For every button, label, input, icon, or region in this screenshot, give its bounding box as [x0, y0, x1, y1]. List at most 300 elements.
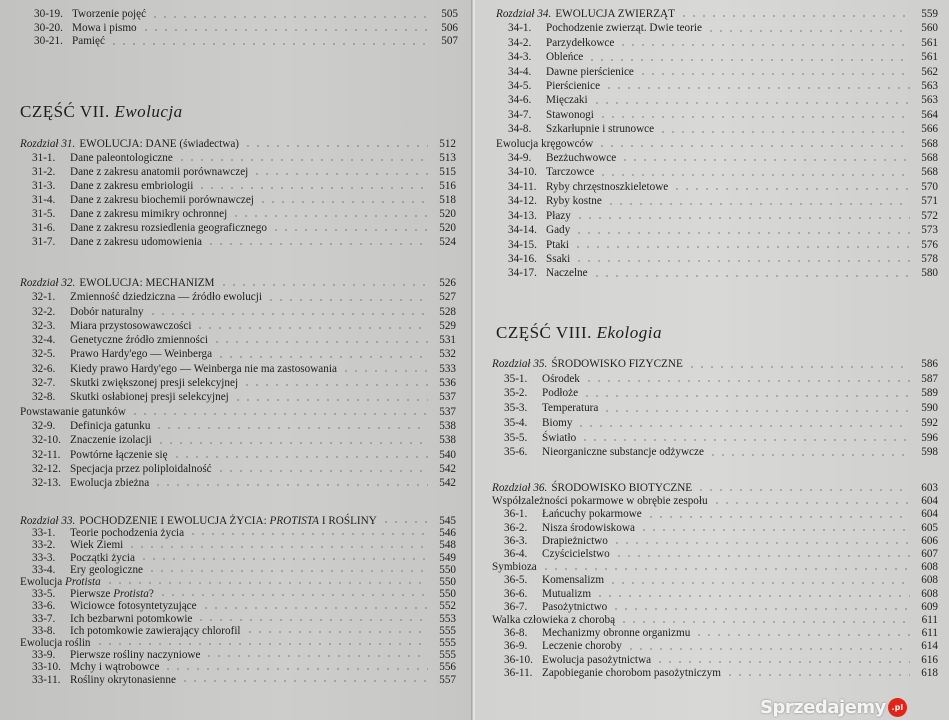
item-number: 36-3.: [504, 534, 528, 547]
toc-item-row[interactable]: [496, 93, 938, 107]
title-text: Ich bezbarwni potomkowie: [70, 612, 193, 625]
toc-item-row[interactable]: [492, 654, 938, 667]
item-number: 32-12.: [32, 462, 61, 475]
page-number: 550: [439, 576, 456, 589]
dot-leader: [266, 298, 428, 302]
toc-item-row[interactable]: [20, 419, 456, 433]
title-text: Zmienność dziedziczna — źródło ewolucji: [70, 291, 262, 304]
toc-item-row[interactable]: [492, 588, 938, 601]
title-text: Obleńce: [546, 51, 584, 64]
page-number: 546: [439, 527, 456, 540]
dot-leader: [592, 274, 910, 278]
page-number: 604: [921, 495, 938, 508]
section-30: [22, 8, 458, 49]
toc-item-row[interactable]: [22, 35, 458, 49]
title-text: Stawonogi: [546, 108, 594, 121]
title-text: Nisza środowiskowa: [542, 521, 635, 534]
title-text: Ewolucja: [20, 576, 66, 589]
toc-item-row[interactable]: [496, 209, 938, 223]
entry-title: [546, 165, 594, 179]
title-text: Specjacja przez poliploidalność: [70, 462, 212, 475]
item-number: 34-3.: [508, 51, 532, 64]
entry-title: [542, 601, 607, 614]
title-text: Ptaki: [546, 238, 569, 251]
toc-item-row[interactable]: [492, 601, 938, 614]
toc-item-row[interactable]: [492, 508, 938, 521]
entry-title: [70, 625, 241, 637]
dot-leader: [592, 101, 910, 105]
entry-title: [70, 674, 176, 686]
title-text: Parzydełkowce: [546, 36, 615, 49]
toc-item-row[interactable]: [20, 674, 456, 686]
toc-item-row[interactable]: [496, 252, 938, 266]
toc-item-row[interactable]: [492, 667, 938, 680]
title-text: Ewolucja zbieżna: [70, 477, 150, 490]
title-text: Walka człowieka z chorobą: [492, 614, 616, 627]
toc-item-row[interactable]: [20, 600, 456, 612]
entry-title: [546, 50, 583, 64]
toc-item-row[interactable]: [496, 79, 938, 93]
dot-leader: [148, 312, 428, 316]
entry-title: [72, 8, 146, 22]
title-text: Naczelne: [546, 267, 588, 280]
toc-item-row[interactable]: [20, 552, 456, 564]
entry-title: [492, 561, 537, 574]
item-number: 36-7.: [504, 600, 528, 613]
title-text: Szkarłupnie i strunowce: [546, 123, 655, 136]
toc-item-row[interactable]: [496, 266, 938, 280]
item-number: 31-5.: [32, 208, 56, 220]
dot-leader: [245, 630, 428, 634]
item-number: 36-9.: [504, 640, 528, 653]
item-number: 31-2.: [32, 166, 56, 178]
toc-item-row[interactable]: [20, 649, 456, 661]
toc-item-row[interactable]: [20, 193, 456, 207]
entry-title: [555, 7, 675, 21]
item-number: 36-5.: [504, 574, 528, 587]
dot-leader: [573, 245, 910, 249]
toc-item-row[interactable]: [20, 333, 456, 347]
toc-chapter-row[interactable]: [496, 7, 938, 21]
dot-leader: [706, 29, 910, 33]
title-text: Dawne pierścienice: [546, 65, 634, 78]
entry-title: [546, 122, 654, 136]
item-number: 34-11.: [508, 180, 537, 193]
toc-item-row[interactable]: [20, 433, 456, 447]
page-number: 570: [921, 180, 938, 193]
toc-item-row[interactable]: [496, 194, 938, 208]
toc-group-row[interactable]: [492, 495, 938, 508]
entry-title: [70, 221, 267, 235]
entry-title: [546, 151, 616, 165]
toc-item-row[interactable]: [496, 36, 938, 50]
dot-leader: [655, 660, 910, 664]
part-heading-viii: [496, 323, 662, 343]
dot-leader: [646, 515, 910, 519]
title-text: ŚRODOWISKO BIOTYCZNE: [551, 482, 693, 494]
toc-item-row[interactable]: [20, 390, 456, 404]
section-35: [492, 357, 938, 460]
entry-title: [20, 576, 101, 588]
item-number: 33-2.: [32, 539, 56, 552]
toc-item-row[interactable]: [20, 151, 456, 165]
title-after: I ROŚLINY: [319, 515, 377, 527]
entry-title: [542, 627, 690, 640]
entry-title: [70, 193, 254, 207]
item-number: 35-4.: [504, 416, 528, 429]
entry-title: [70, 527, 184, 539]
entry-title: [546, 21, 702, 35]
dot-leader: [679, 14, 910, 18]
title-text: Pamięć: [72, 35, 105, 47]
page-number: 590: [921, 402, 938, 415]
dot-leader: [602, 409, 910, 413]
entry-title: [546, 65, 634, 79]
toc-item-row[interactable]: [492, 535, 938, 548]
title-text: Płazy: [546, 209, 571, 222]
item-number: 34-12.: [508, 195, 537, 208]
item-number: 33-8.: [32, 624, 56, 637]
item-number: 36-10.: [504, 653, 533, 666]
page-number: 568: [921, 137, 938, 150]
title-text: Wiciowce fotosyntetyzujące: [70, 600, 197, 613]
chapter-label: Rozdział 35.: [492, 358, 548, 370]
dot-leader: [598, 115, 910, 119]
dot-leader: [109, 42, 430, 46]
title-text: Mechanizmy obronne organizmu: [542, 627, 691, 640]
toc-item-row[interactable]: [20, 221, 456, 235]
title-text: Kiedy prawo Hardy'ego — Weinberga nie ma zastosowania: [70, 362, 337, 375]
title-text: Mowa i pismo: [72, 21, 137, 34]
dot-leader: [687, 365, 910, 369]
entry-title: [542, 667, 721, 680]
toc-item-row[interactable]: [20, 319, 456, 333]
toc-item-row[interactable]: [492, 522, 938, 535]
dot-leader: [156, 441, 428, 445]
toc-item-row[interactable]: [20, 588, 456, 600]
toc-item-row[interactable]: [22, 22, 458, 36]
page-number: 611: [921, 627, 938, 640]
item-number: 30-19.: [34, 8, 63, 20]
page-number: 555: [439, 624, 456, 637]
dot-leader: [604, 86, 910, 90]
entry-title: [492, 614, 615, 627]
dot-leader: [139, 557, 428, 561]
item-number: 32-3.: [32, 319, 56, 332]
page-number: 557: [439, 673, 456, 686]
toc-item-row[interactable]: [492, 416, 938, 431]
item-number: 32-9.: [32, 419, 56, 432]
title-text: Ośrodek: [542, 372, 580, 385]
title-text: Czyścicielstwo: [542, 548, 610, 561]
toc-item-row[interactable]: [20, 290, 456, 304]
toc-item-row[interactable]: [492, 431, 938, 446]
toc-item-row[interactable]: [492, 574, 938, 587]
toc-item-row[interactable]: [20, 179, 456, 193]
entry-title: [542, 522, 635, 535]
title-text: Prawo Hardy'ego — Weinberga: [70, 348, 213, 361]
entry-title: [542, 431, 576, 446]
toc-item-row[interactable]: [20, 661, 456, 673]
chapter-label: Rozdział 36.: [492, 482, 548, 494]
page-number: 542: [439, 462, 456, 475]
toc-item-row[interactable]: [496, 21, 938, 35]
item-number: 34-16.: [508, 252, 537, 265]
entry-title: [542, 445, 704, 460]
toc-item-row[interactable]: [496, 165, 938, 179]
toc-item-row[interactable]: [496, 122, 938, 136]
toc-group-row[interactable]: [20, 637, 456, 649]
title-text: Wiek Ziemi: [70, 539, 124, 552]
title-text: Ewolucja pasożytnictwa: [542, 653, 652, 666]
page-number: 596: [921, 431, 938, 444]
title-text: Pochodzenie zwierząt. Dwie teorie: [546, 22, 702, 35]
item-number: 32-11.: [32, 448, 61, 461]
section-33: [20, 515, 456, 686]
title-text: Teorie pochodzenia życia: [70, 527, 185, 540]
item-number: 33-7.: [32, 612, 56, 625]
part-heading-vii: [20, 102, 183, 122]
item-number: 34-14.: [508, 224, 537, 237]
page-number: 531: [439, 334, 456, 347]
item-number: 34-5.: [508, 80, 532, 93]
title-text: Genetyczne źródło zmienności: [70, 334, 208, 347]
toc-item-row[interactable]: [492, 445, 938, 460]
title-text: Dane z zakresu anatomii porównawczej: [70, 166, 249, 178]
toc-item-row[interactable]: [492, 401, 938, 416]
item-number: 35-3.: [504, 402, 528, 415]
entry-title: [70, 165, 248, 179]
title-text: Mięczaki: [546, 94, 588, 107]
title-text: Dane paleontologiczne: [70, 152, 173, 164]
dot-leader: [180, 679, 428, 683]
entry-title: [70, 539, 123, 551]
entry-title: [70, 390, 229, 404]
page-number: 538: [439, 419, 456, 432]
chapter-label: Rozdział 34.: [496, 8, 552, 20]
title-text: Ssaki: [546, 252, 571, 265]
toc-item-row[interactable]: [496, 151, 938, 165]
item-number: 32-8.: [32, 391, 56, 404]
page-number: 536: [439, 377, 456, 390]
toc-chapter-row[interactable]: [492, 357, 938, 372]
toc-item-row[interactable]: [20, 476, 456, 490]
toc-item-row[interactable]: [496, 180, 938, 194]
entry-title: [546, 252, 570, 266]
entry-title: [542, 640, 622, 653]
page-number: 516: [439, 180, 456, 192]
title-text: Gady: [546, 224, 571, 237]
toc-item-row[interactable]: [492, 386, 938, 401]
entry-title: [79, 515, 377, 527]
page-number: 603: [921, 482, 938, 494]
chapter-label: Rozdział 31.: [20, 138, 76, 150]
dot-leader: [216, 469, 428, 473]
entry-title: [70, 151, 173, 165]
toc-item-row[interactable]: [20, 539, 456, 551]
item-number: 33-3.: [32, 551, 56, 564]
title-text: Ryby kostne: [546, 195, 602, 208]
page-number: 580: [921, 267, 938, 280]
page-number: 548: [439, 539, 456, 552]
toc-item-row[interactable]: [492, 548, 938, 561]
title-text: Leczenie choroby: [542, 640, 622, 653]
section-31: [20, 137, 456, 249]
item-number: 33-10.: [32, 661, 61, 674]
item-number: 31-3.: [32, 180, 56, 192]
toc-group-row[interactable]: [492, 561, 938, 574]
item-number: 32-1.: [32, 291, 56, 304]
item-number: 32-4.: [32, 334, 56, 347]
toc-item-row[interactable]: [20, 448, 456, 462]
page-number: 605: [921, 521, 938, 534]
toc-item-row[interactable]: [20, 305, 456, 319]
dot-leader: [197, 186, 428, 190]
entry-title: [70, 462, 212, 476]
title-text: Pierwsze: [70, 588, 114, 601]
dot-leader: [639, 528, 910, 532]
title-text: Mutualizm: [542, 587, 592, 600]
entry-title: [70, 588, 154, 600]
page-number: 550: [439, 563, 456, 576]
toc-item-row[interactable]: [496, 108, 938, 122]
title-text: Tworzenie pojęć: [72, 8, 147, 20]
title-after: ?: [148, 588, 154, 601]
entry-title: [70, 649, 200, 661]
page-number: 568: [921, 166, 938, 179]
item-number: 31-6.: [32, 222, 56, 234]
dot-leader: [658, 130, 910, 134]
toc-group-row[interactable]: [20, 405, 456, 419]
title-text: EWOLUCJA ZWIERZĄT: [555, 8, 675, 20]
page-number: 505: [441, 8, 458, 20]
page-number: 545: [439, 515, 456, 527]
title-text: Dobór naturalny: [70, 305, 144, 318]
toc-item-row[interactable]: [492, 627, 938, 640]
entry-title: [546, 180, 668, 194]
page-number: 555: [439, 649, 456, 662]
entry-title: [546, 238, 569, 252]
toc-group-row[interactable]: [20, 576, 456, 588]
toc-chapter-row[interactable]: [20, 276, 456, 290]
dot-leader: [619, 620, 910, 624]
entry-title: [542, 508, 642, 521]
item-number: 36-1.: [504, 508, 528, 521]
title-text: Podłoże: [542, 387, 579, 400]
page-number: 587: [921, 372, 938, 385]
toc-chapter-row[interactable]: [20, 137, 456, 151]
toc-item-row[interactable]: [20, 362, 456, 376]
item-number: 34-15.: [508, 238, 537, 251]
title-text: Komensalizm: [542, 574, 605, 587]
toc-chapter-row[interactable]: [20, 515, 456, 527]
toc-item-row[interactable]: [20, 235, 456, 249]
dot-leader: [219, 283, 428, 287]
page-number: 608: [921, 561, 938, 574]
page-number: 550: [439, 588, 456, 601]
dot-leader: [608, 581, 910, 585]
title-text: Nieorganiczne substancje odżywcze: [542, 446, 704, 459]
title-text: Ewolucja roślin: [20, 637, 91, 650]
page-number: 533: [439, 362, 456, 375]
section-34: [496, 7, 938, 281]
page-number: 512: [439, 138, 456, 150]
page-number: 589: [921, 387, 938, 400]
item-number: 32-5.: [32, 348, 56, 361]
page-number: 606: [921, 534, 938, 547]
page-number: 527: [439, 291, 456, 304]
entry-title: [70, 552, 135, 564]
dot-leader: [252, 172, 428, 176]
dot-leader: [672, 187, 910, 191]
toc-item-row[interactable]: [20, 613, 456, 625]
title-text: Światło: [542, 431, 577, 444]
toc-item-row[interactable]: [20, 376, 456, 390]
page-number: 537: [439, 405, 456, 418]
item-number: 32-2.: [32, 305, 56, 318]
toc-item-row[interactable]: [20, 462, 456, 476]
dot-leader: [576, 424, 910, 428]
page-number: 555: [439, 637, 456, 650]
dot-leader: [127, 545, 428, 549]
page-number: 529: [439, 319, 456, 332]
dot-leader: [574, 259, 910, 263]
dot-leader: [153, 483, 428, 487]
toc-item-row[interactable]: [20, 207, 456, 221]
toc-item-row[interactable]: [20, 527, 456, 539]
item-number: 35-2.: [504, 387, 528, 400]
toc-group-row[interactable]: [496, 137, 938, 151]
toc-item-row[interactable]: [20, 347, 456, 361]
dot-leader: [243, 144, 428, 148]
entry-title: [70, 347, 212, 361]
entry-title: [542, 588, 591, 601]
title-text: Ewolucja kręgowców: [496, 137, 594, 150]
page-number: 556: [439, 661, 456, 674]
toc-item-row[interactable]: [496, 238, 938, 252]
title-text: Bezżuchwowce: [546, 152, 617, 165]
dot-leader: [708, 453, 910, 457]
page-number: 573: [921, 224, 938, 237]
toc-item-row[interactable]: [20, 165, 456, 179]
page-number: 560: [921, 22, 938, 35]
title-text: Skutki zwiększonej presji selekcyjnej: [70, 377, 239, 390]
page-number: 559: [921, 8, 938, 20]
toc-item-row[interactable]: [22, 8, 458, 22]
title-text: Pierścienice: [546, 80, 601, 93]
toc-item-row[interactable]: [492, 640, 938, 653]
item-number: 32-10.: [32, 434, 61, 447]
toc-group-row[interactable]: [492, 614, 938, 627]
item-number: 31-7.: [32, 236, 56, 248]
page-number: 524: [439, 236, 456, 248]
toc-item-row[interactable]: [496, 223, 938, 237]
page-number: 611: [921, 614, 938, 627]
dot-leader: [725, 673, 910, 677]
toc-item-row[interactable]: [492, 372, 938, 387]
toc-item-row[interactable]: [20, 564, 456, 576]
entry-title: [70, 476, 149, 490]
toc-item-row[interactable]: [496, 65, 938, 79]
entry-title: [546, 266, 588, 280]
entry-title: [70, 613, 192, 625]
dot-leader: [233, 398, 428, 402]
toc-item-row[interactable]: [496, 50, 938, 64]
toc-item-row[interactable]: [20, 625, 456, 637]
item-number: 34-7.: [508, 108, 532, 121]
item-number: 33-6.: [32, 600, 56, 613]
toc-chapter-row[interactable]: [492, 482, 938, 495]
